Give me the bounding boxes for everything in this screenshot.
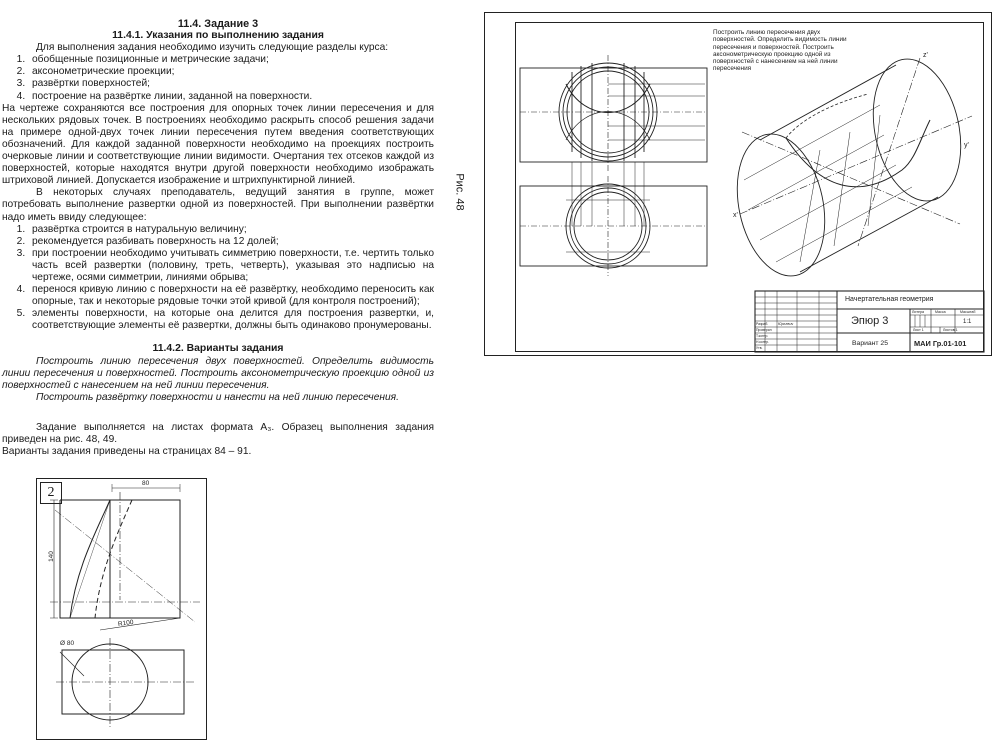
list-item: 3. развёртки поверхностей; — [28, 78, 434, 90]
figure-caption: Рис. 48 — [453, 173, 466, 211]
list-item: 4. перенося кривую линию с поверхности на её развёртку, необходимо переносить как опорные, так и некоторые рядовые точки этой кривой (для контроля построений); — [28, 284, 434, 308]
tb-sheet: Лист 1 — [913, 328, 924, 332]
tb-role: Утв. — [756, 346, 763, 350]
dim-top: 80 — [142, 480, 150, 487]
tb-role: Н.контр. — [756, 340, 770, 344]
pages-note: Варианты задания приведены на страницах 84 – 91. — [2, 446, 252, 458]
axis-label-y: y' — [964, 142, 969, 149]
tb-variant: Вариант 25 — [852, 340, 888, 347]
task-note: Построить линию пересечения двух поверхностей. Определить видимость линии пересечения и поверхностей. Построить аксонометрическую проекцию одной из поверхностей с нанесением на ней линии пересечения — [713, 29, 847, 73]
tb-role: Проверил — [756, 328, 772, 332]
variants-title: 11.4.2. Варианты задания — [152, 343, 284, 355]
tb-scale: 1:1 — [963, 319, 972, 325]
axis-label-z: z' — [923, 52, 928, 59]
list-item: 5. элементы поверхности, на которые она делится для построения развертки, и, соответствующие элементы её развертки, должны быть одинаково пронумерованы. — [28, 308, 434, 332]
list-item: 3. при построении необходимо учитывать симметрию поверхности, т.е. чертить только часть всей развертки (половину, треть, четверть), указывая это надписью на чертеже, осями симметрии, линиями обрыва; — [28, 248, 434, 284]
tb-mass: Масса — [935, 310, 946, 314]
list-item: 2. аксонометрические проекции; — [28, 66, 434, 78]
list-item: 2. рекомендуется разбивать поверхность на 12 долей; — [28, 236, 434, 248]
tb-code: МАИ Гр.01-101 — [914, 339, 967, 348]
variants-text: Построить линию пересечения двух поверхностей. Определить видимость линии пересечения и поверхностей. Построить аксонометрическую проекцию одной из поверхностей с нанесением на ней линии пересечения. — [2, 355, 434, 391]
tb-scale-label: Масштаб — [960, 310, 976, 314]
paragraph: На чертеже сохраняются все построения для опорных точек линии пересечения и для нескольких рядовых точек. В построениях необходимо раскрыть способ решения задачи на примере одной-двух точек линии пересечения путем введения соответствующих обозначений. Для каждой заданной поверхности необходимо на проекциях построить очерковые линии и соответствующие линии видимости. Очертания тех отсеков каждой из поверхностей, которые находятся внутри другой поверхности необходимо изображать штриховой линией. Допускается изображение и штрихпунктирной линией. — [2, 102, 434, 187]
tb-name: Юрьевич — [778, 322, 794, 326]
list-item: 1. развёртка строится в натуральную величину; — [28, 224, 434, 236]
list-item: 1. обобщенные позиционные и метрические задачи; — [28, 54, 434, 66]
variants-text: Построить развёртку поверхности и нанести на ней линию пересечения. — [36, 391, 399, 403]
paragraph: В некоторых случаях преподаватель, ведущий занятия в группе, может потребовать выполнение развертки одной из поверхностей. При выполнении развёртки надо иметь ввиду следующее: — [2, 187, 434, 223]
tb-role: Т.контр. — [756, 334, 769, 338]
list-item: 4. построение на развёртке линии, заданной на поверхности. — [28, 91, 434, 103]
intro-paragraph: Для выполнения задания необходимо изучить следующие разделы курса: — [36, 42, 389, 54]
axis-label-x: x' — [733, 212, 738, 219]
dim-diameter: Ø 80 — [60, 640, 75, 647]
variant-number: 2 — [40, 482, 62, 504]
tb-discipline: Начертательная геометрия — [845, 296, 934, 303]
dim-radius: R100 — [117, 618, 134, 629]
format-note: Задание выполняется на листах формата А₃. Образец выполнения задания приведен на рис. 48, 49. — [2, 421, 434, 445]
section-title: 11.4. Задание 3 — [177, 18, 259, 30]
tb-role: Разраб. — [756, 322, 769, 326]
tb-lit: Литера — [912, 310, 924, 314]
section-subtitle: 11.4.1. Указания по выполнению задания — [112, 30, 324, 42]
tb-sheets: Листов 1 — [943, 328, 958, 332]
tb-sheet-title: Эпюр 3 — [851, 315, 889, 327]
dim-side: 140 — [47, 551, 55, 562]
